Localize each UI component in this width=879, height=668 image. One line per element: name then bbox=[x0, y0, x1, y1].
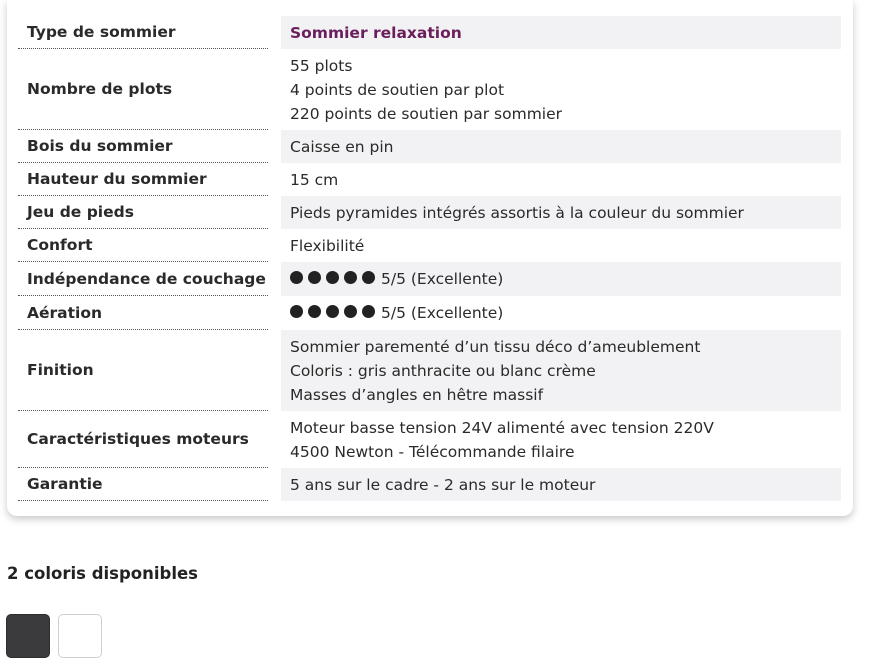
spec-label: Finition bbox=[18, 330, 268, 411]
spec-row-bois bbox=[18, 130, 841, 163]
spec-value bbox=[281, 411, 841, 468]
spec-value-line: 220 points de soutien par sommier bbox=[290, 104, 563, 123]
spec-value bbox=[281, 163, 841, 196]
spec-value-line: 4 points de soutien par plot bbox=[290, 80, 505, 99]
rating bbox=[290, 301, 832, 325]
spec-label: Indépendance de couchage bbox=[18, 262, 268, 296]
spec-value-line: 15 cm bbox=[290, 170, 339, 189]
rating-dot-icon bbox=[308, 271, 321, 284]
spec-value-line: Sommier parementé d’un tissu déco d’ameublement bbox=[290, 337, 701, 356]
rating-dot-icon bbox=[362, 305, 375, 318]
spec-value bbox=[281, 196, 841, 229]
rating-dot-icon bbox=[290, 271, 303, 284]
color-swatch-white[interactable] bbox=[58, 614, 102, 658]
rating-dot-icon bbox=[344, 305, 357, 318]
spec-value-line: 55 plots bbox=[290, 56, 353, 75]
spec-value-line: 5 ans sur le cadre - 2 ans sur le moteur bbox=[290, 475, 596, 494]
spec-label: Confort bbox=[18, 229, 268, 262]
spec-row-hauteur bbox=[18, 163, 841, 196]
spec-value bbox=[281, 16, 841, 49]
spec-row-finition bbox=[18, 330, 841, 411]
spec-value-line: Masses d’angles en hêtre massif bbox=[290, 385, 544, 404]
spec-value-line: Caisse en pin bbox=[290, 137, 394, 156]
rating-dots bbox=[290, 267, 380, 291]
spec-label: Nombre de plots bbox=[18, 49, 268, 130]
spec-row-moteurs bbox=[18, 411, 841, 468]
spec-value bbox=[281, 468, 841, 501]
spec-value-line: Moteur basse tension 24V alimenté avec tension 220V bbox=[290, 418, 714, 437]
spec-value-line: Pieds pyramides intégrés assortis à la couleur du sommier bbox=[290, 203, 744, 222]
spec-value bbox=[281, 262, 841, 296]
spec-card bbox=[7, 0, 853, 516]
rating-dot-icon bbox=[290, 305, 303, 318]
spec-value-line: 4500 Newton - Télécommande filaire bbox=[290, 442, 575, 461]
spec-row-confort bbox=[18, 229, 841, 262]
spec-label: Type de sommier bbox=[18, 16, 268, 49]
spec-label: Garantie bbox=[18, 468, 268, 501]
color-swatch-anthracite[interactable] bbox=[6, 614, 50, 658]
rating bbox=[290, 267, 832, 291]
spec-label: Caractéristiques moteurs bbox=[18, 411, 268, 468]
spec-label: Bois du sommier bbox=[18, 130, 268, 163]
spec-value bbox=[281, 130, 841, 163]
spec-row-pieds bbox=[18, 196, 841, 229]
spec-label: Aération bbox=[18, 296, 268, 330]
spec-value bbox=[281, 330, 841, 411]
spec-row-type bbox=[18, 16, 841, 49]
rating-dots bbox=[290, 301, 380, 325]
rating-dot-icon bbox=[308, 305, 321, 318]
rating-dot-icon bbox=[344, 271, 357, 284]
spec-value bbox=[281, 49, 841, 130]
rating-dot-icon bbox=[362, 271, 375, 284]
spec-row-independance bbox=[18, 262, 841, 296]
spec-label: Jeu de pieds bbox=[18, 196, 268, 229]
spec-row-garantie bbox=[18, 468, 841, 501]
spec-label: Hauteur du sommier bbox=[18, 163, 268, 196]
rating-text: 5/5 (Excellente) bbox=[381, 270, 504, 288]
rating-text: 5/5 (Excellente) bbox=[381, 304, 504, 322]
rating-dot-icon bbox=[326, 271, 339, 284]
colors-title: 2 coloris disponibles bbox=[7, 564, 199, 583]
spec-value-line: Flexibilité bbox=[290, 236, 365, 255]
spec-table bbox=[18, 16, 841, 501]
rating-dot-icon bbox=[326, 305, 339, 318]
spec-value-line: Coloris : gris anthracite ou blanc crème bbox=[290, 361, 596, 380]
spec-row-plots bbox=[18, 49, 841, 130]
spec-row-aeration bbox=[18, 296, 841, 330]
spec-value bbox=[281, 296, 841, 330]
spec-value bbox=[281, 229, 841, 262]
sommier-type-value: Sommier relaxation bbox=[290, 23, 462, 42]
color-swatches bbox=[6, 614, 110, 658]
